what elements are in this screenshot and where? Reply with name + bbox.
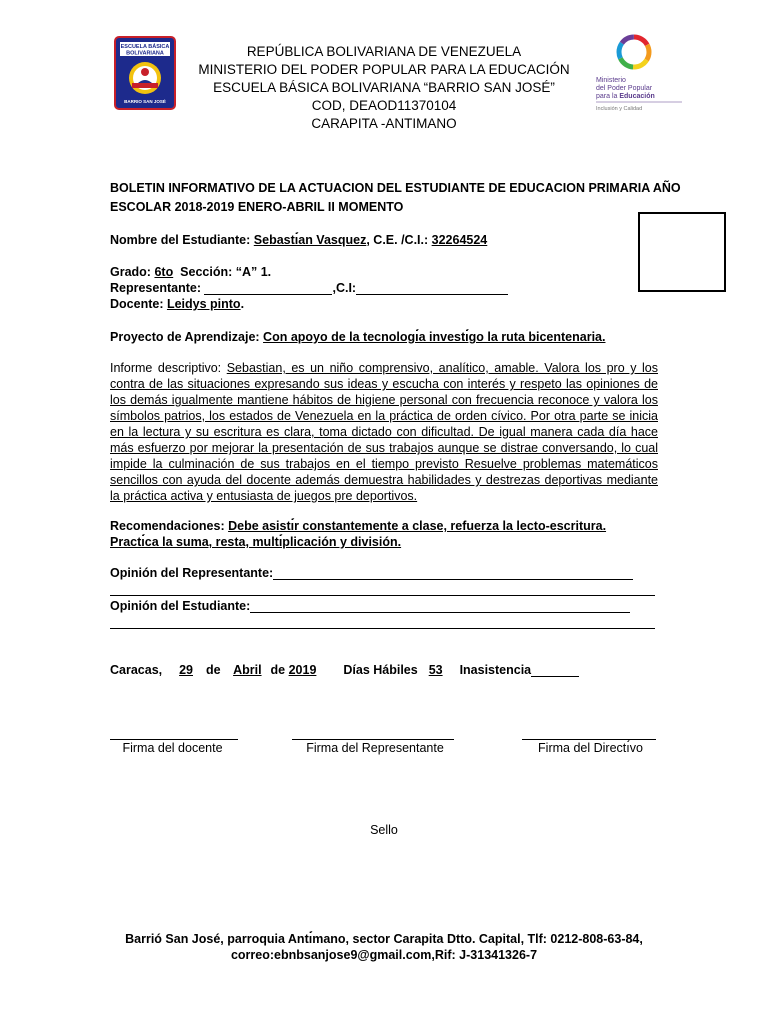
- ministry-logo-line2: del Poder Popular: [596, 85, 653, 92]
- signature-line-representante[interactable]: [292, 738, 454, 740]
- docente-label: Docente:: [110, 297, 167, 311]
- bulletin-title-line2: ESCOLAR 2018-2019 ENERO-ABRIL II MOMENTO: [110, 200, 404, 214]
- date-day: 29: [179, 663, 193, 677]
- sello-label: Sello: [370, 823, 398, 837]
- signature-representante-label: Firma del Representante: [306, 741, 444, 755]
- informe-text: Sebastian, es un niño comprensivo, analítico, amable. Valora los pro y los contra de las situaciones expresando sus ideas y escucha con interés y respeto las opiniones de los demás igualmente mantiene hábitos de higiene personal con frecuencia reconoce y valora los símbolos patrios, los estados de Venezuela en la práctica de orden cívico. Por otra parte se inicia en la lectura y su escritura es clara, toma dictado con dificultad. De igual manera cada día hace más esfuerzo por mejorar la presentación de sus trabajos aunque se distrae conversando, lo cual impide la culminación de sus trabajos en el tiempo previsto Resuelve problemas matemáticos sencillos con ayuda del docente además demuestra habilidades y destrezas deportivas mediante la práctica activa y entusiasta de juegos pre deportivos.: [110, 361, 658, 503]
- signature-directivo-label: Firma del Directı̇́vo: [538, 741, 643, 755]
- section-value: “A” 1.: [235, 265, 272, 279]
- dias-habiles-label: Días Hábiles: [343, 663, 418, 677]
- representante-field[interactable]: [204, 282, 332, 295]
- docente-row: [110, 297, 244, 311]
- date-city: Caracas,: [110, 663, 163, 677]
- header-location: CARAPITA -ANTIMANO: [311, 116, 457, 131]
- informe-label: Informe descriptivo:: [110, 361, 227, 375]
- docente-name: Leidys pinto: [166, 297, 241, 311]
- student-name-label: Nombre del Estudiante:: [110, 233, 254, 247]
- grade-value: 6to: [154, 265, 174, 279]
- opinion-estudiante-field[interactable]: [250, 600, 630, 613]
- student-row: [110, 233, 487, 247]
- school-logo-line1: ESCUELA BÁSICA: [120, 44, 170, 50]
- inasistencia-field[interactable]: [531, 664, 579, 677]
- footer-address: Barrió San José, parroquia Antı̇́mano, sector Carapita Dtto. Capital, Tlf: 0212-808-63-84,: [125, 932, 643, 946]
- inasistencia-label: Inasistencia: [459, 663, 532, 677]
- date-year: 2019: [288, 663, 317, 677]
- bulletin-title-line1: BOLETIN INFORMATIVO DE LA ACTUACION DEL ESTUDIANTE DE EDUCACION PRIMARIA AÑO: [110, 181, 681, 195]
- header-school: ESCUELA BÁSICA BOLIVARIANA “BARRIO SAN JOSÉ”: [213, 80, 555, 95]
- date-de1: de: [205, 663, 221, 677]
- date-de2: de: [270, 663, 286, 677]
- date-row: [110, 663, 579, 677]
- opinion-estudiante-line2[interactable]: [110, 627, 655, 629]
- recomendaciones-label: Recomendaciones:: [110, 519, 229, 533]
- ministry-logo-line1: Ministerio: [596, 77, 626, 84]
- representante-label: Representante:: [110, 281, 205, 295]
- header-code: COD, DEAOD11370104: [311, 98, 457, 113]
- ministry-logo-tagline: Inclusión y Calidad: [596, 106, 643, 112]
- grade-row: [110, 265, 271, 279]
- opinion-representante-label: Opinión del Representante:: [110, 566, 274, 580]
- school-logo-line2: BOLIVARIANA: [126, 50, 164, 57]
- footer-contact: correo:ebnbsanjose9@gmail.com,Rif: J-31341326-7: [230, 948, 538, 962]
- dias-habiles-value: 53: [428, 663, 443, 677]
- representante-ci-label: ,C.I:: [332, 281, 357, 295]
- proyecto-label: Proyecto de Aprendizaje:: [110, 330, 264, 344]
- student-ci: 32264524: [431, 233, 488, 247]
- docente-end: .: [240, 297, 245, 311]
- recomendaciones-paragraph: [110, 518, 658, 550]
- representante-row: [110, 281, 508, 295]
- opinion-representante-row: [110, 566, 633, 580]
- school-logo-motto: BARRIO SAN JOSÉ: [124, 99, 166, 104]
- section-label: Sección:: [173, 265, 236, 279]
- representante-ci-field[interactable]: [356, 282, 508, 295]
- signature-docente-label: Firma del docente: [122, 741, 223, 755]
- proyecto-value: Con apoyo de la tecnologı̇́a investı̇́go la ruta bicentenaria.: [263, 330, 606, 344]
- opinion-estudiante-row: [110, 599, 630, 613]
- signature-line-directivo[interactable]: [522, 738, 656, 740]
- opinion-estudiante-label: Opinión del Estudiante:: [110, 599, 251, 613]
- student-ci-label: , C.E. /C.I.:: [366, 233, 432, 247]
- opinion-representante-line2[interactable]: [110, 594, 655, 596]
- grade-label: Grado:: [110, 265, 155, 279]
- header-ministry: MINISTERIO DEL PODER POPULAR PARA LA EDUCACIÓN: [198, 62, 570, 77]
- header-republic: REPÚBLICA BOLIVARIANA DE VENEZUELA: [246, 44, 522, 59]
- proyecto-row: [110, 330, 605, 344]
- photo-box: [638, 212, 726, 292]
- signature-line-docente[interactable]: [110, 738, 238, 740]
- recomendaciones-value: Debe asistı̇́r constantemente a clase, refuerza la lecto-escritura. Practı̇́ca la suma, resta, multı̇́plicación y división.: [110, 519, 607, 549]
- ministry-logo-line3a: para la: [596, 93, 620, 100]
- student-name: Sebastı̇́an Vasquez: [253, 233, 367, 247]
- opinion-representante-field[interactable]: [273, 567, 633, 580]
- date-month: Abril: [233, 663, 262, 677]
- informe-paragraph: [110, 360, 658, 504]
- ministry-logo-line3b: Educación: [619, 93, 655, 100]
